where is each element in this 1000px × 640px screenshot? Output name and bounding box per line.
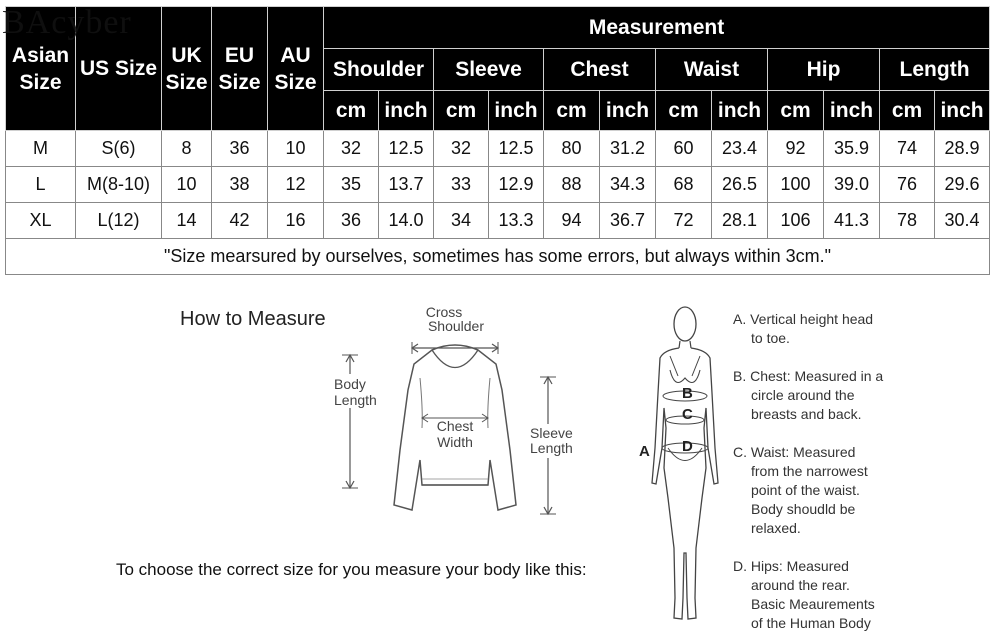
how-to-measure-title: How to Measure <box>180 308 326 330</box>
header-asian-size: Asian Size <box>6 7 76 131</box>
header-waist: Waist <box>656 49 768 91</box>
note-d-line4: of the Human Body <box>751 615 871 631</box>
table-cell: 88 <box>544 167 600 203</box>
header-eu-size: EU Size <box>212 7 268 131</box>
label-cross-shoulder-2: Shoulder <box>427 318 485 334</box>
note-c-line4: Body shoudld be <box>751 501 856 517</box>
note-b-line1: B. Chest: Measured in a <box>733 368 884 384</box>
table-cell: 36.7 <box>600 203 656 239</box>
header-length: Length <box>880 49 990 91</box>
measurement-notes <box>733 310 993 633</box>
table-cell: 10 <box>268 131 324 167</box>
header-sleeve: Sleeve <box>434 49 544 91</box>
brand-watermark: BAcyber <box>2 4 132 41</box>
header-measurement: Measurement <box>324 7 990 49</box>
table-cell: 34 <box>434 203 489 239</box>
header-shoulder: Shoulder <box>324 49 434 91</box>
table-cell: M(8-10) <box>76 167 162 203</box>
label-chest-width-1: Chest <box>436 418 474 434</box>
table-cell: 34.3 <box>600 167 656 203</box>
table-cell: 14 <box>162 203 212 239</box>
table-cell: M <box>6 131 76 167</box>
unit-inch: inch <box>379 91 434 131</box>
note-d-line2: around the rear. <box>751 577 850 593</box>
table-cell: 36 <box>212 131 268 167</box>
unit-cm: cm <box>544 91 600 131</box>
table-cell: 13.7 <box>379 167 434 203</box>
note-d-line1: D. Hips: Measured <box>733 558 849 574</box>
table-cell: 74 <box>880 131 935 167</box>
header-au-size: AU Size <box>268 7 324 131</box>
note-a-line1: A. Vertical height head <box>733 311 874 327</box>
table-cell: S(6) <box>76 131 162 167</box>
figure-label-b: B <box>682 385 693 402</box>
label-body-length-1: Body <box>334 376 366 392</box>
table-cell: 42 <box>212 203 268 239</box>
body-measure-figure <box>630 298 730 633</box>
table-cell: 78 <box>880 203 935 239</box>
label-sleeve-length-2: Length <box>530 440 573 456</box>
table-cell: 12.5 <box>379 131 434 167</box>
label-sleeve-length-1: Sleeve <box>530 425 573 441</box>
table-cell: 13.3 <box>489 203 544 239</box>
unit-inch: inch <box>935 91 990 131</box>
table-cell: XL <box>6 203 76 239</box>
note-b-line3: breasts and back. <box>751 406 862 422</box>
table-cell: 60 <box>656 131 712 167</box>
table-cell: 31.2 <box>600 131 656 167</box>
size-chart-table <box>5 6 990 275</box>
table-cell: 8 <box>162 131 212 167</box>
unit-inch: inch <box>600 91 656 131</box>
figure-label-a: A <box>639 443 650 460</box>
table-cell: 32 <box>434 131 489 167</box>
note-b-line2: circle around the <box>751 387 855 403</box>
unit-cm: cm <box>768 91 824 131</box>
header-hip: Hip <box>768 49 880 91</box>
figure-label-c: C <box>682 406 693 423</box>
table-cell: L(12) <box>76 203 162 239</box>
table-cell: 35 <box>324 167 379 203</box>
table-cell: 39.0 <box>824 167 880 203</box>
table-cell: 32 <box>324 131 379 167</box>
header-uk-size: UK Size <box>162 7 212 131</box>
table-cell: 41.3 <box>824 203 880 239</box>
figure-label-d: D <box>682 438 693 455</box>
note-c-line5: relaxed. <box>751 520 801 536</box>
table-cell: 12 <box>268 167 324 203</box>
table-cell: 68 <box>656 167 712 203</box>
label-cross-shoulder-1: Cross <box>425 304 463 320</box>
table-cell: 30.4 <box>935 203 990 239</box>
table-row <box>6 131 990 167</box>
note-c-line3: point of the waist. <box>751 482 860 498</box>
table-row <box>6 203 990 239</box>
table-cell: 76 <box>880 167 935 203</box>
table-cell: 16 <box>268 203 324 239</box>
unit-inch: inch <box>712 91 768 131</box>
table-cell: 35.9 <box>824 131 880 167</box>
table-cell: 33 <box>434 167 489 203</box>
unit-cm: cm <box>434 91 489 131</box>
note-c-line2: from the narrowest <box>751 463 868 479</box>
note-d-line3: Basic Meaurements <box>751 596 875 612</box>
table-cell: 29.6 <box>935 167 990 203</box>
label-body-length-2: Length <box>334 392 377 408</box>
table-cell: 12.9 <box>489 167 544 203</box>
header-us-size: US Size <box>76 7 162 131</box>
unit-inch: inch <box>824 91 880 131</box>
label-chest-width-2: Width <box>437 434 473 450</box>
table-cell: 36 <box>324 203 379 239</box>
table-cell: 23.4 <box>712 131 768 167</box>
table-cell: 12.5 <box>489 131 544 167</box>
unit-cm: cm <box>880 91 935 131</box>
table-cell: 94 <box>544 203 600 239</box>
unit-cm: cm <box>324 91 379 131</box>
unit-inch: inch <box>489 91 544 131</box>
unit-cm: cm <box>656 91 712 131</box>
table-cell: 28.1 <box>712 203 768 239</box>
table-cell: 10 <box>162 167 212 203</box>
note-a-line2: to toe. <box>751 330 790 346</box>
table-cell: 72 <box>656 203 712 239</box>
table-row <box>6 167 990 203</box>
table-cell: 80 <box>544 131 600 167</box>
table-cell: L <box>6 167 76 203</box>
table-cell: 38 <box>212 167 268 203</box>
table-cell: 26.5 <box>712 167 768 203</box>
table-cell: 100 <box>768 167 824 203</box>
table-cell: 92 <box>768 131 824 167</box>
table-cell: 14.0 <box>379 203 434 239</box>
instruction-text: To choose the correct size for you measure your body like this: <box>116 560 587 579</box>
table-cell: 106 <box>768 203 824 239</box>
note-c-line1: C. Waist: Measured <box>733 444 856 460</box>
table-cell: 28.9 <box>935 131 990 167</box>
garment-measure-diagram <box>320 300 580 530</box>
measurement-note: "Size mearsured by ourselves, sometimes has some errors, but always within 3cm." <box>6 239 990 275</box>
header-chest: Chest <box>544 49 656 91</box>
